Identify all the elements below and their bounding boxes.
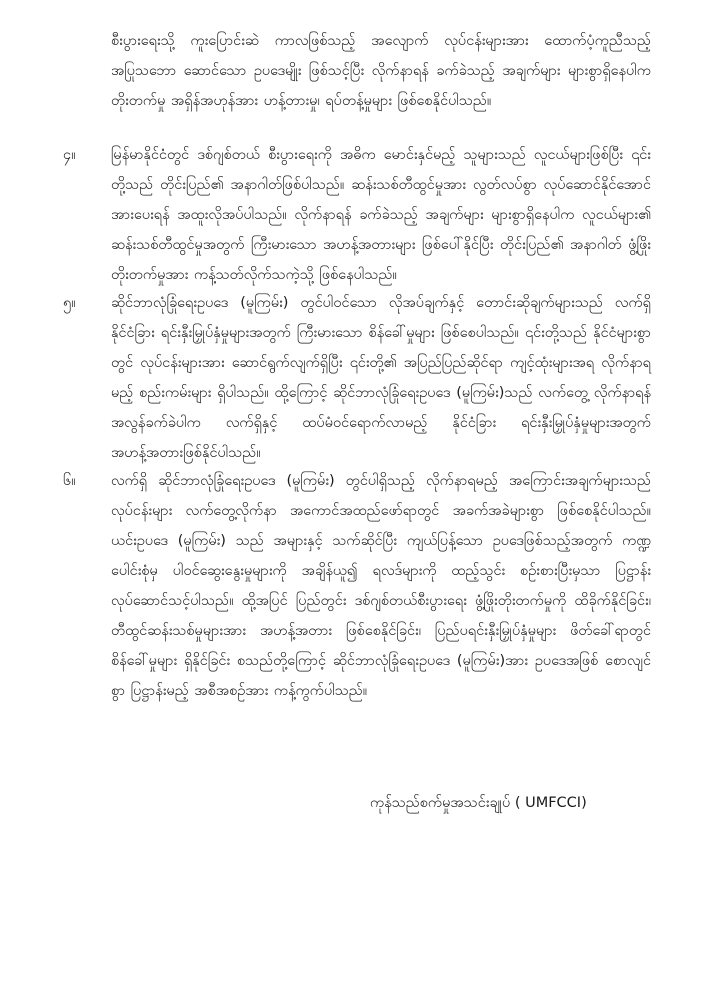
signature-organization: ကုန်သည်စက်မှုအသင်းချုပ် ( UMFCCI) [370,795,587,811]
paragraph-number-4: ၄။ [63,147,76,163]
paragraph-continuation: စီးပွားရေးသို့ ကူးပြောင်းဆဲ ကာလဖြစ်သည့် အလျောက် လုပ်ငန်းများအား ထောက်ပံ့ကူညီသည့် အပြုသဘော ဆောင်သော ဥပဒေမျိုး ဖြစ်သင့်ပြီး လိုက်နာရန် ခက်ခဲသည့် အချက်များ များစွာရှိနေပါက တိုးတက်မှု အရှိန်အဟုန်အား ဟန့်တားမှု၊ ရပ်တန့်မှုများ ဖြစ်စေနိုင်ပါသည်။ [111,33,651,109]
paragraph-number-6: ၆။ [63,473,76,489]
paragraph-6: လက်ရှိ ဆိုင်ဘာလုံခြုံရေးဥပဒေ (မူကြမ်း) တွင်ပါရှိသည့် လိုက်နာရမည့် အကြောင်းအချက်များသည် လုပ်ငန်းများ လက်တွေ့လိုက်နာ အကောင်အထည်ဖော်ရာတွင် အခက်အခဲများစွာ ဖြစ်စေနိုင်ပါသည်။ ယင်းဥပဒေ (မူကြမ်း) သည် အများနှင့် သက်ဆိုင်ပြီး ကျယ်ပြန့်သော ဥပဒေဖြစ်သည့်အတွက် ကဏ္ဍပေါင်းစုံမှ ပါဝင်ဆွေးနွေးမှုများကို အချိန်ယူ၍ ရလဒ်များကို ထည့်သွင်း စဉ်းစားပြီးမှသာ ပြဋ္ဌာန်းလုပ်ဆောင်သင့်ပါသည်။ ထို့အပြင် ပြည်တွင်း ဒစ်ဂျစ်တယ်စီးပွားရေး ဖွံ့ဖြိုးတိုးတက်မှုကို ထိခိုက်နိုင်ခြင်း၊ တီထွင်ဆန်းသစ်မှုများအား အဟန့်အတား ဖြစ်စေနိုင်ခြင်း၊ ပြည်ပရင်းနှီးမြှုပ်နှံမှုများ ဖိတ်ခေါ်ရာတွင် စိန်ခေါ်မှုများ ရှိနိုင်ခြင်း စသည်တို့ကြောင့် ဆိုင်ဘာလုံခြုံရေးဥပဒေ (မူကြမ်း)အား ဥပဒေအဖြစ် စောလျင်စွာ ပြဋ္ဌာန်းမည့် အစီအစဉ်အား ကန့်ကွက်ပါသည်။ [111,473,651,699]
paragraph-4: မြန်မာနိုင်ငံတွင် ဒစ်ဂျစ်တယ် စီးပွားရေးကို အဓိက မောင်းနှင်မည့် သူများသည် လူငယ်များဖြစ်ပြီး ၎င်းတို့သည် တိုင်းပြည်၏ အနာဂါတ်ဖြစ်ပါသည်။ ဆန်းသစ်တီထွင်မှုအား လွတ်လပ်စွာ လုပ်ဆောင်နိုင်အောင် အားပေးရန် အထူးလိုအပ်ပါသည်။ လိုက်နာရန် ခက်ခဲသည့် အချက်များ များစွာရှိနေပါက လူငယ်များ၏ ဆန်းသစ်တီထွင်မှုအတွက် ကြီးမားသော အဟန့်အတားများ ဖြစ်ပေါ်နိုင်ပြီး တိုင်းပြည်၏ အနာဂါတ် ဖွံ့ဖြိုးတိုးတက်မှုအား ကန့်သတ်လိုက်သကဲ့သို့ ဖြစ်နေပါသည်။ [111,147,651,283]
paragraph-number-5: ၅။ [63,295,76,311]
paragraph-5: ဆိုင်ဘာလုံခြုံရေးဥပဒေ (မူကြမ်း) တွင်ပါဝင်သော လိုအပ်ချက်နှင့် တောင်းဆိုချက်များသည် လက်ရှိ နိုင်ငံခြား ရင်းနှီးမြှုပ်နှံမှုများအတွက် ကြီးမားသော စိန်ခေါ်မှုများ ဖြစ်စေပါသည်။ ၎င်းတို့သည် နိုင်ငံများစွာတွင် လုပ်ငန်းများအား ဆောင်ရွက်လျက်ရှိပြီး ၎င်းတို့၏ အပြည်ပြည်ဆိုင်ရာ ကျင့်ထုံးများအရ လိုက်နာရမည့် စည်းကမ်းများ ရှိပါသည်။ ထို့ကြောင့် ဆိုင်ဘာလုံခြုံရေးဥပဒေ (မူကြမ်း)သည် လက်တွေ့ လိုက်နာရန် အလွန်ခက်ခဲပါက လက်ရှိနှင့် ထပ်မံဝင်ရောက်လာမည့် နိုင်ငံခြား ရင်းနှီးမြှုပ်နှံမှုများအတွက် အဟန့်အတားဖြစ်နိုင်ပါသည်။ [111,295,651,461]
